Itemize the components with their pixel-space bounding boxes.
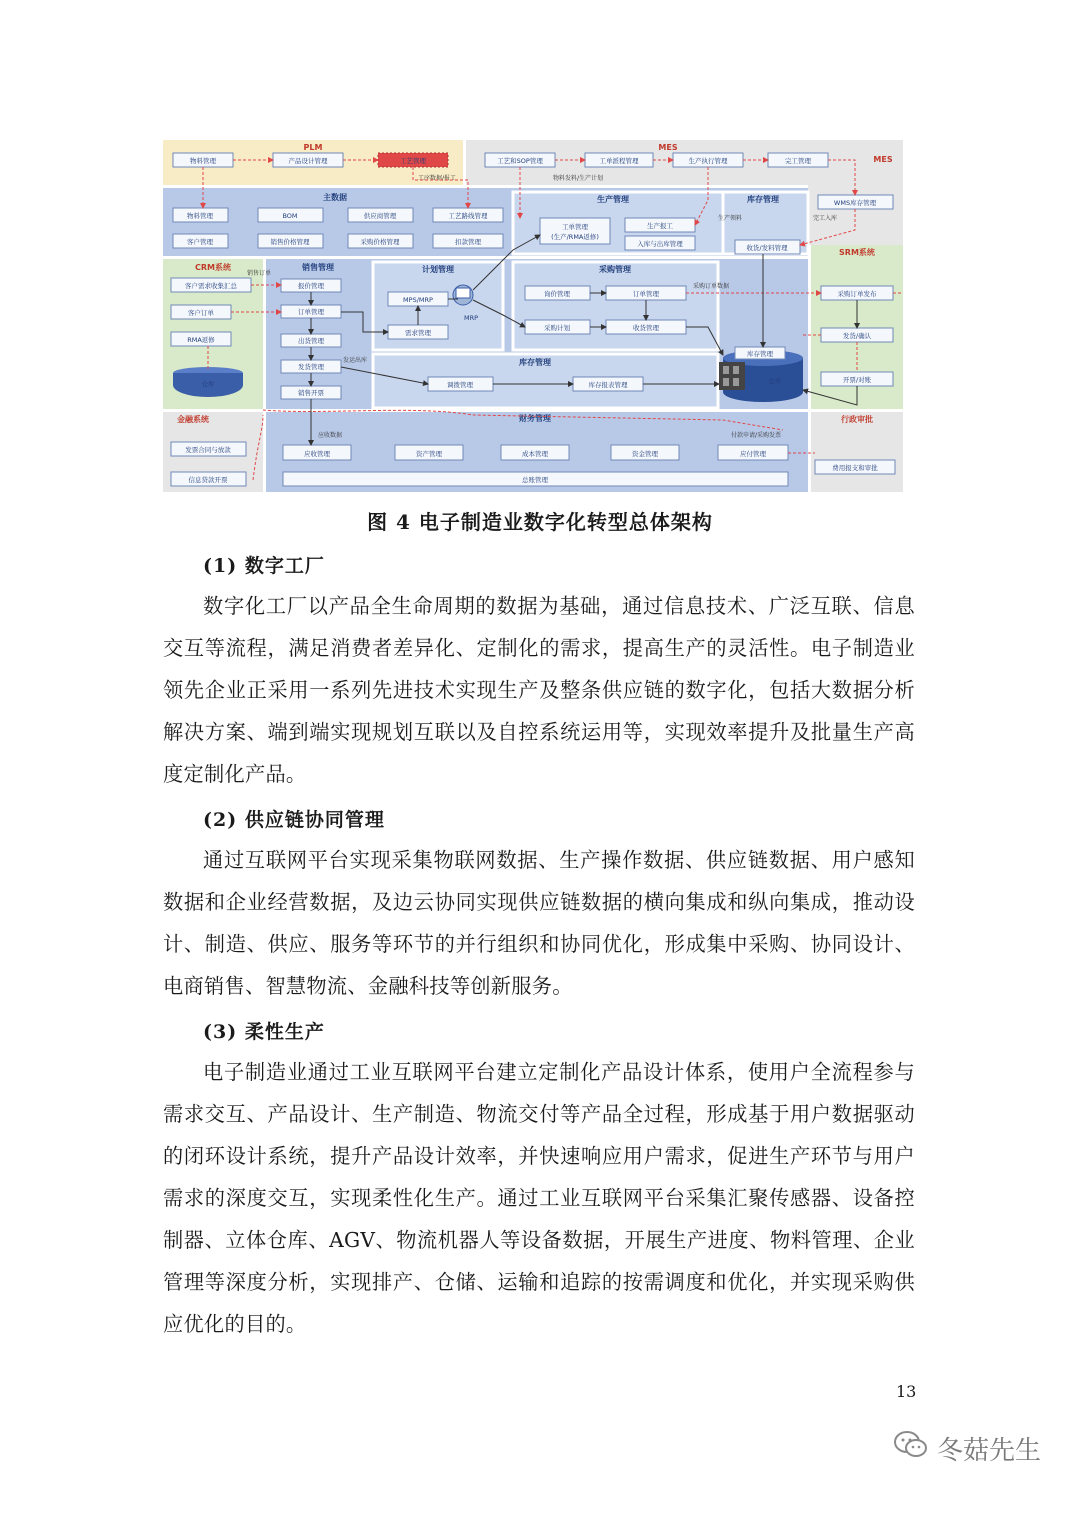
pu-plan-box bbox=[525, 320, 590, 334]
plm-design-box bbox=[273, 153, 343, 167]
crm-warehouse bbox=[173, 367, 243, 397]
md-material-box bbox=[173, 208, 228, 222]
master-data-label: 主数据 bbox=[323, 193, 347, 202]
plan-mps-box bbox=[388, 292, 448, 306]
crm-demand-box bbox=[171, 278, 251, 292]
admin-zone bbox=[811, 412, 903, 492]
svg-text:需求管理: 需求管理 bbox=[405, 329, 431, 337]
svg-text:信息贷款开票: 信息贷款开票 bbox=[188, 476, 228, 484]
md-route-box bbox=[433, 208, 503, 222]
plan-demand-box bbox=[388, 325, 448, 339]
svg-text:订单管理: 订单管理 bbox=[298, 308, 324, 316]
inv-report-box bbox=[573, 377, 643, 391]
mes-sop-box bbox=[485, 153, 555, 167]
section-paragraph-3: 电子制造业通过工业互联网平台建立定制化产品设计体系，使用户全流程参与需求交互、产品设计、生产制造、物流交付等产品全过程，形成基于用户数据驱动的闭环设计系统，提升产品设计效率，并快速响应用户需求，促进生产环节与用户需求的深度交互，实现柔性化生产。通过工业互联网平台采集汇聚传感器、设备控制器、立体仓库、AGV、物流机器人等设备数据，开展生产进度、物料管理、企业管理等深度分析，实现排产、仓储、运输和追踪的按需调度和优化，并实现采购供应优化的目的。 bbox=[163, 1060, 915, 1336]
section-heading-2: (2) 供应链协同管理 bbox=[203, 809, 385, 831]
svg-text:工艺路线管理: 工艺路线管理 bbox=[448, 212, 488, 220]
svg-text:总账管理: 总账管理 bbox=[522, 476, 548, 484]
svg-text:采购计划: 采购计划 bbox=[544, 324, 570, 332]
planning-label: 计划管理 bbox=[422, 265, 454, 274]
section-heading-3: (3) 柔性生产 bbox=[203, 1021, 325, 1043]
svg-text:资产管理: 资产管理 bbox=[416, 450, 442, 458]
svg-text:采购订单发布: 采购订单发布 bbox=[837, 290, 877, 298]
sales-shipping-box bbox=[281, 360, 341, 373]
sales-quote-box bbox=[281, 279, 341, 292]
md-customer-box bbox=[173, 234, 228, 248]
note-receivable: 应收数据 bbox=[318, 432, 343, 439]
svg-text:生产执行管理: 生产执行管理 bbox=[688, 157, 728, 165]
fin-asset-box bbox=[395, 445, 463, 460]
svg-text:收货/发料管理: 收货/发料管理 bbox=[746, 244, 788, 252]
svg-text:入库与出库管理: 入库与出库管理 bbox=[637, 240, 683, 248]
page-number: 13 bbox=[896, 1382, 917, 1401]
wms-box bbox=[818, 195, 893, 209]
svg-text:仓库: 仓库 bbox=[201, 380, 215, 388]
srm-po-box bbox=[821, 286, 893, 300]
svg-text:库存报表管理: 库存报表管理 bbox=[588, 381, 628, 389]
svg-text:采购价格管理: 采购价格管理 bbox=[360, 238, 400, 246]
svg-text:仓库: 仓库 bbox=[768, 377, 782, 385]
section-paragraph-2: 通过互联网平台实现采集物联网数据、生产操作数据、供应链数据、用户感知数据和企业经营数据，及边云协同实现供应链数据的横向集成和纵向集成，推动设计、制造、供应、服务等环节的并行组织和协同优化，形成集中采购、协同设计、电商销售、智慧物流、金融科技等创新服务。 bbox=[163, 848, 915, 998]
srm-invoice-box bbox=[821, 372, 893, 386]
fin-cost-box bbox=[501, 445, 569, 460]
md-supplier-box bbox=[348, 208, 413, 222]
svg-text:扣款管理: 扣款管理 bbox=[455, 238, 481, 246]
crm-order-box bbox=[171, 305, 231, 319]
svg-text:物料管理: 物料管理 bbox=[187, 212, 213, 220]
svg-text:产品设计管理: 产品设计管理 bbox=[288, 157, 328, 165]
admin-expense-box bbox=[815, 460, 895, 474]
note-completion: 完工入库 bbox=[813, 215, 838, 222]
plm-material-box bbox=[173, 153, 233, 167]
svg-text:发货/确认: 发货/确认 bbox=[842, 332, 872, 340]
svg-text:WMS库存管理: WMS库存管理 bbox=[833, 199, 877, 207]
fs-contract-box bbox=[171, 442, 246, 456]
sales-invoice-box bbox=[281, 386, 341, 399]
mes-completion-box bbox=[768, 153, 828, 167]
svg-text:成本管理: 成本管理 bbox=[522, 450, 548, 458]
md-sales-price-box bbox=[258, 234, 323, 248]
plm-label: PLM bbox=[303, 143, 323, 152]
svg-text:询价管理: 询价管理 bbox=[544, 290, 570, 298]
srm-ship-box bbox=[821, 328, 893, 342]
sales-order-box bbox=[281, 305, 341, 318]
mes-dispatch-box bbox=[585, 153, 653, 167]
section-heading-1: (1) 数字工厂 bbox=[203, 555, 325, 577]
warehouse-icon bbox=[719, 347, 803, 402]
svg-text:MPS/MRP: MPS/MRP bbox=[403, 296, 433, 304]
svg-text:应付管理: 应付管理 bbox=[740, 450, 766, 458]
svg-text:出货管理: 出货管理 bbox=[298, 337, 324, 345]
svg-text:费用报支和审批: 费用报支和审批 bbox=[832, 464, 878, 472]
fin-receivable-box bbox=[283, 445, 351, 460]
svg-text:工单派程管理: 工单派程管理 bbox=[599, 157, 639, 165]
svg-text:应收管理: 应收管理 bbox=[304, 450, 330, 458]
svg-text:BOM: BOM bbox=[282, 212, 298, 220]
pm-workorder-box bbox=[540, 218, 610, 244]
svg-text:工单管理: 工单管理 bbox=[562, 223, 588, 231]
pm-inout-box bbox=[625, 236, 695, 250]
plm-process-box bbox=[378, 153, 448, 167]
note-payment: 付款申请/采购发票 bbox=[731, 432, 782, 439]
svg-text:生产报工: 生产报工 bbox=[647, 222, 673, 230]
svg-text:发货管理: 发货管理 bbox=[298, 363, 324, 371]
md-deduction-box bbox=[433, 234, 503, 248]
md-purchase-price-box bbox=[348, 234, 413, 248]
sales-label: 销售管理 bbox=[302, 263, 334, 272]
svg-text:客户订单: 客户订单 bbox=[188, 309, 214, 317]
admin-label: 行政审批 bbox=[841, 415, 873, 424]
svg-text:MRP: MRP bbox=[463, 314, 479, 322]
svg-text:客户需求收集汇总: 客户需求收集汇总 bbox=[185, 282, 237, 290]
pu-receive-box bbox=[606, 320, 686, 334]
fs-loan-box bbox=[171, 472, 246, 486]
note-picking: 生产领料 bbox=[718, 215, 743, 222]
svg-text:工艺管理: 工艺管理 bbox=[400, 157, 426, 165]
mes-right-label: MES bbox=[873, 155, 893, 164]
note-process-data: 工序数据/报工 bbox=[418, 175, 457, 182]
figure-caption: 图 4 电子制造业数字化转型总体架构 bbox=[367, 510, 713, 534]
svg-text:调拨管理: 调拨管理 bbox=[447, 381, 473, 389]
svg-text:供应商管理: 供应商管理 bbox=[363, 212, 397, 220]
inventory-label: 库存管理 bbox=[519, 358, 551, 367]
svg-text:销售开票: 销售开票 bbox=[298, 389, 324, 397]
crm-rma-box bbox=[171, 332, 231, 346]
finance-label: 财务管理 bbox=[519, 414, 551, 423]
mes-label: MES bbox=[658, 143, 678, 152]
svg-text:客户管理: 客户管理 bbox=[187, 238, 213, 246]
fin-ledger-box bbox=[283, 472, 788, 486]
srm-label: SRM系统 bbox=[839, 248, 875, 257]
md-bom-box bbox=[258, 208, 323, 222]
note-sales-order: 销售订单 bbox=[247, 270, 272, 277]
inv-transfer-box bbox=[428, 377, 493, 391]
inv-receive-box bbox=[735, 240, 800, 254]
svg-text:开票/对账: 开票/对账 bbox=[842, 376, 872, 384]
wechat-icon bbox=[893, 1430, 929, 1467]
pm-report-box bbox=[625, 218, 695, 232]
svg-text:订单管理: 订单管理 bbox=[633, 290, 659, 298]
watermark bbox=[893, 1428, 1041, 1468]
svg-text:资金管理: 资金管理 bbox=[632, 450, 658, 458]
pu-order-box bbox=[606, 286, 686, 300]
note-po-data: 采购订单数据 bbox=[693, 283, 730, 290]
svg-text:销售价格管理: 销售价格管理 bbox=[270, 238, 310, 246]
fin-fund-box bbox=[611, 445, 679, 460]
svg-text:RMA返修: RMA返修 bbox=[187, 336, 215, 344]
note-shipping: 发运出库 bbox=[343, 357, 368, 364]
architecture-diagram bbox=[163, 140, 903, 492]
pu-inquiry-box bbox=[525, 286, 590, 300]
note-material-plan: 物料发料/生产计划 bbox=[553, 175, 604, 182]
fin-payable-box bbox=[718, 445, 788, 460]
mes-execution-box bbox=[673, 153, 743, 167]
crm-label: CRM系统 bbox=[195, 263, 231, 272]
section-paragraph-1: 数字化工厂以产品全生命周期的数据为基础，通过信息技术、广泛互联、信息交互等流程，满足消费者差异化、定制化的需求，提高生产的灵活性。电子制造业领先企业正采用一系列先进技术实现生产及整条供应链的数字化，包括大数据分析解决方案、端到端实现规划互联以及自控系统运用等，实现效率提升及批量生产高度定制化产品。 bbox=[163, 594, 915, 786]
svg-text:完工管理: 完工管理 bbox=[785, 157, 811, 165]
inventory-right-label: 库存管理 bbox=[747, 195, 779, 204]
watermark-text: 冬菇先生 bbox=[937, 1435, 1042, 1466]
svg-text:工艺和SOP管理: 工艺和SOP管理 bbox=[497, 157, 543, 165]
finance-sys-label: 金融系统 bbox=[177, 415, 209, 424]
svg-text:发票合同与放款: 发票合同与放款 bbox=[185, 446, 231, 454]
svg-text:收货管理: 收货管理 bbox=[633, 324, 659, 332]
sales-outbound-box bbox=[281, 334, 341, 347]
svg-text:(生产/RMA返修): (生产/RMA返修) bbox=[551, 233, 599, 241]
svg-text:物料管理: 物料管理 bbox=[190, 157, 216, 165]
production-label: 生产管理 bbox=[597, 195, 629, 204]
svg-text:报价管理: 报价管理 bbox=[298, 282, 324, 290]
svg-text:库存管理: 库存管理 bbox=[747, 350, 773, 358]
purchase-label: 采购管理 bbox=[599, 265, 631, 274]
